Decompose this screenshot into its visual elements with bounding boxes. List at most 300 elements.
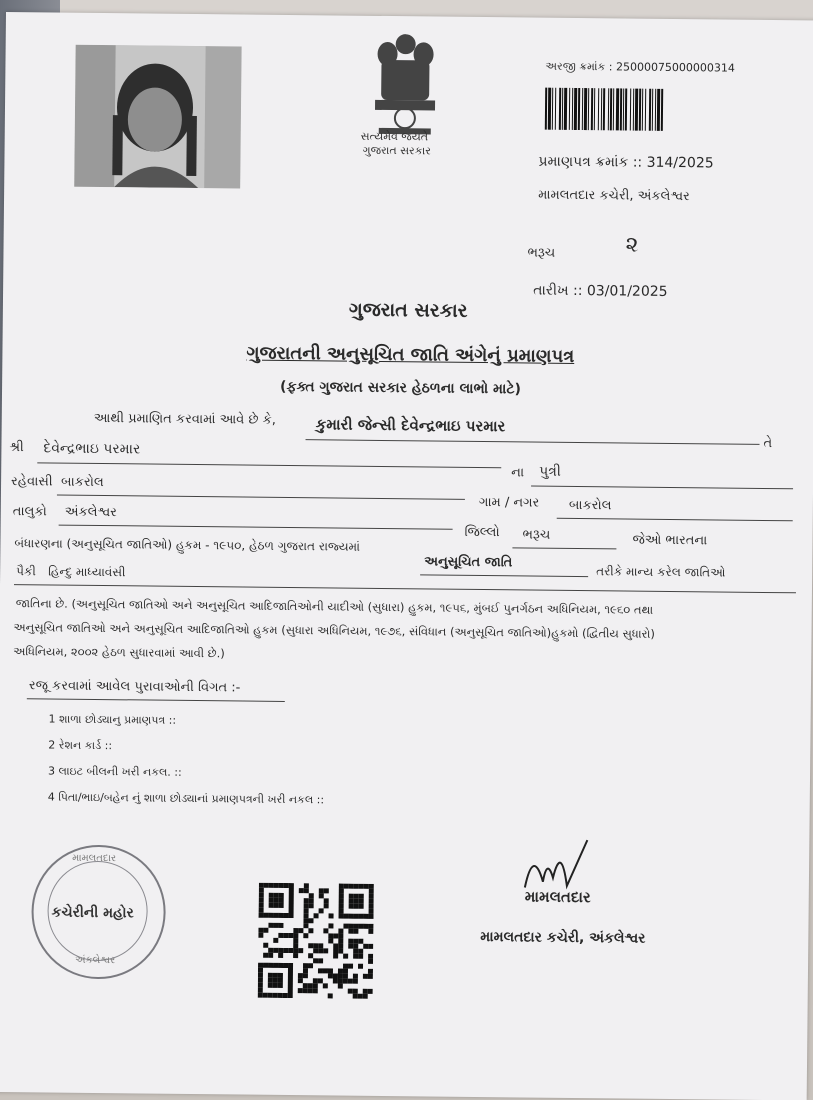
qr-module [353,974,358,979]
qr-module [368,924,373,929]
qr-module [268,923,273,928]
qr-module [273,993,278,998]
signatory-title: મામલતદાર [524,887,591,907]
qr-module [313,943,318,948]
qr-module [324,888,329,893]
qr-module [259,883,264,888]
qr-module [369,884,374,889]
qr-module [293,933,298,938]
qr-module [353,994,358,999]
qr-module [278,948,283,953]
qr-module [283,963,288,968]
qr-module [353,979,358,984]
qr-module [283,948,288,953]
qr-module [259,913,264,918]
qr-module [279,903,284,908]
qr-module [323,928,328,933]
qr-module [268,963,273,968]
qr-module [339,889,344,894]
qr-module [303,933,308,938]
evidence-item-1: 1 શાળા છોડ્યાનુ પ્રમાણપત્ર :: [48,712,177,727]
qr-module [289,908,294,913]
qr-module [354,894,359,899]
qr-module [268,983,273,988]
seal-center-text: કચેરીની મહોર [51,904,134,922]
qr-module [338,929,343,934]
qr-module [259,908,264,913]
qr-module [363,994,368,999]
qr-module [364,914,369,919]
qr-module [353,924,358,929]
qr-module [269,913,274,918]
qr-module [289,888,294,893]
qr-module [359,899,364,904]
qr-module [318,978,323,983]
qr-module [333,953,338,958]
qr-module [293,953,298,958]
qr-module [338,984,343,989]
qr-module [368,954,373,959]
qr-module [258,968,263,973]
qr-module [359,884,364,889]
qr-module [304,883,309,888]
qr-module [273,963,278,968]
resident-label: રહેવાસી [11,474,53,490]
caste-prefix: પૈકી [16,564,36,579]
qr-module [299,888,304,893]
qr-module [354,904,359,909]
qr-module [308,943,313,948]
certificate-heading: ગુજરાતની અનુસૂચિત જાતિ અંગેનું પ્રમાણપત્ર [246,342,575,367]
seal-ring-top: મામલતદાર [72,852,117,865]
qr-module [284,883,289,888]
qr-module [348,964,353,969]
qr-module [364,884,369,889]
qr-module [333,948,338,953]
resident-underline [57,495,465,500]
qr-module [358,924,363,929]
qr-module [324,903,329,908]
seal-ring-bottom: અંકલેશ્વર [75,954,116,967]
qr-module [348,944,353,949]
district-value: ભરૂચ [522,527,551,543]
qr-module [313,988,318,993]
qr-module [273,923,278,928]
qr-module [258,973,263,978]
qr-module [298,988,303,993]
place-label: ભરૂચ [527,245,556,261]
taluka-value: અંકલેશ્વર [64,504,117,521]
qr-module [289,903,294,908]
certificate-subheading: (ફક્ત ગુજરાત સરકાર હેઠળના લાભો માટે) [280,378,522,398]
qr-module [369,914,374,919]
qr-module [358,954,363,959]
qr-module [298,978,303,983]
qr-module [343,964,348,969]
qr-module [274,898,279,903]
qr-module [308,918,313,923]
qr-module [323,948,328,953]
qr-module [273,948,278,953]
holder-name: કુમારી જેન્સી દેવેન્દ્રભાઇ પરમાર [315,415,506,436]
certificate-number: પ્રમાણપત્ર ક્રમાંક :: 314/2025 [538,153,714,172]
emblem-motto: સત્યમેવ જયતે [360,129,429,144]
qr-module [288,968,293,973]
qr-module [308,928,313,933]
qr-module [259,893,264,898]
signatory-office: મામલતદાર કચેરી, અંકલેશ્વર [480,929,646,947]
qr-module [358,994,363,999]
qr-module [328,968,333,973]
qr-module [258,963,263,968]
qr-module [278,973,283,978]
qr-module [363,974,368,979]
qr-module [258,993,263,998]
qr-module [288,948,293,953]
qr-module [324,898,329,903]
qr-module [328,923,333,928]
qr-module [274,883,279,888]
qr-module [303,923,308,928]
qr-module [269,893,274,898]
qr-module [338,934,343,939]
qr-module [348,929,353,934]
qr-module [259,898,264,903]
qr-module [288,993,293,998]
qr-module [278,978,283,983]
qr-module [349,884,354,889]
qr-module [268,993,273,998]
qr-module [359,894,364,899]
qr-module [303,983,308,988]
qr-module [363,924,368,929]
qr-module [283,933,288,938]
na-label: ના [511,465,525,481]
qr-module [304,888,309,893]
qr-module [318,943,323,948]
government-title: ગુજરાત સરકાર [348,298,468,322]
qr-module [354,899,359,904]
qr-module [303,988,308,993]
qr-module [303,968,308,973]
qr-module [308,988,313,993]
qr-module [319,893,324,898]
district-label: જિલ્લો [464,524,500,541]
qr-module [353,944,358,949]
village-underline [557,518,793,521]
qr-module [358,964,363,969]
qr-module [278,983,283,988]
qr-module [353,939,358,944]
legal-para-line-3: અધિનિયમ, ૨૦૦૨ હેઠળ સુધારવામાં આવી છે.) [13,644,225,661]
qr-module [343,974,348,979]
qr-module [338,944,343,949]
evidence-heading-underline [27,698,285,702]
qr-module [304,903,309,908]
qr-module [258,978,263,983]
qr-module [329,913,334,918]
constitution-text: બંધારણના (અનુસૂચિત જાતિઓ) હુકમ - ૧૯૫૦, હેઠળ ગુજરાત રાજ્યમાં [14,536,361,554]
qr-module [278,953,283,958]
qr-module [333,933,338,938]
qr-module [273,973,278,978]
qr-module [288,978,293,983]
recognized-text: તરીકે માન્ય કરેલ જાતિઓ [596,564,726,580]
qr-module [369,894,374,899]
qr-module [258,933,263,938]
evidence-item-3: 3 લાઇટ બીલની ખરી નકલ. :: [47,764,182,779]
qr-module [273,983,278,988]
qr-module [338,949,343,954]
relation-value: પુત્રી [539,463,562,480]
certificate-page [0,12,813,1100]
taluka-label: તાલુકો [12,504,47,520]
qr-module [348,979,353,984]
qr-module [268,978,273,983]
qr-module [309,893,314,898]
qr-module [339,909,344,914]
qr-module [363,944,368,949]
relation-underline [531,486,793,490]
qr-module [338,979,343,984]
qr-module [359,914,364,919]
qr-module [279,883,284,888]
qr-module [333,973,338,978]
village-label: ગામ / નગર [478,494,540,511]
qr-module [328,933,333,938]
certify-text: આથી પ્રમાણિત કરવામાં આવે છે કે, [93,410,276,428]
village-value: બાકરોલ [568,497,612,514]
legal-para-line-1: જાતિના છે. (અનુસૂચિત જાતિઓ અને અનુસૂચિત આદિજાતિઓની યાદીઓ (સુધારા) હુકમ, ૧૯૫૬, મુંબઈ પુનર્ગઠન અધિનિયમ, ૧૯૬૦ તથા [15,596,654,617]
qr-module [288,973,293,978]
qr-module [313,978,318,983]
qr-module [304,908,309,913]
qr-module [368,944,373,949]
qr-module [349,894,354,899]
caste-value: હિન્દુ માધ્યાવંસી [48,564,126,580]
qr-module [354,914,359,919]
qr-module [333,943,338,948]
qr-module [353,954,358,959]
qr-module [293,928,298,933]
qr-module [338,939,343,944]
qr-module [304,898,309,903]
category-value: અનુસૂચિત જાતિ [424,554,513,571]
qr-module [264,883,269,888]
qr-module [293,943,298,948]
caste-underline [14,584,796,593]
qr-module [323,968,328,973]
qr-module [303,918,308,923]
qr-module [369,899,374,904]
qr-module [258,928,263,933]
qr-module [368,929,373,934]
qr-module [289,913,294,918]
qr-module [343,954,348,959]
qr-module [288,988,293,993]
qr-module [333,978,338,983]
qr-module [369,904,374,909]
qr-module [344,884,349,889]
qr-module [369,889,374,894]
india-text: જેઓ ભારતના [632,532,708,549]
qr-module [278,933,283,938]
qr-module [279,913,284,918]
qr-module [319,888,324,893]
qr-module [298,948,303,953]
evidence-item-2: 2 રેશન કાર્ડ :: [48,738,113,753]
qr-module [288,983,293,988]
qr-module [339,899,344,904]
qr-module [349,914,354,919]
qr-module [348,989,353,994]
qr-module [308,953,313,958]
qr-module [298,973,303,978]
qr-module [358,939,363,944]
legal-para-line-2: અનુસૂચિત જાતિઓ અને અનુસૂચિત આદિજાતિઓ હુકમ (સુધારા અધિનિયમ, ૧૯૭૬, સંવિધાન (અનુસૂચિત જાતિઓ)હુકમો (દ્વિતીય સુધારો) [13,620,655,641]
qr-module [368,974,373,979]
qr-module [308,963,313,968]
application-number: અરજી ક્રમાંક : 25000075000000314 [545,59,736,75]
qr-module [278,993,283,998]
qr-module [303,963,308,968]
issue-date: તારીખ :: 03/01/2025 [533,282,668,300]
te-label: તે [763,435,773,452]
qr-module [269,898,274,903]
holder-name-underline [306,439,760,445]
qr-module [278,963,283,968]
qr-module [328,938,333,943]
qr-module [259,888,264,893]
qr-module [274,903,279,908]
qr-module [313,948,318,953]
father-name: દેવેન્દ્રભાઇ પરમાર [43,440,141,458]
qr-module [343,924,348,929]
qr-module [274,913,279,918]
qr-module [368,969,373,974]
qr-module [269,883,274,888]
qr-module [348,924,353,929]
qr-module [363,989,368,994]
holder-photo [74,45,241,189]
district-underline [512,547,616,549]
qr-module [263,953,268,958]
qr-module [309,903,314,908]
qr-module [259,903,264,908]
qr-module [328,973,333,978]
qr-module [368,989,373,994]
qr-module [318,968,323,973]
qr-module [349,899,354,904]
qr-module [258,988,263,993]
qr-module [263,928,268,933]
qr-module [343,979,348,984]
qr-module [339,914,344,919]
qr-module [273,978,278,983]
qr-module [369,909,374,914]
qr-module [303,973,308,978]
office-seal [31,844,166,979]
qr-module [264,913,269,918]
barcode [545,88,781,132]
qr-module [318,948,323,953]
qr-module [323,983,328,988]
qr-module [339,904,344,909]
resident-value: બાકરોલ [61,474,104,491]
qr-module [353,929,358,934]
shri-label: શ્રી [9,440,24,456]
evidence-heading: રજૂ કરવામાં આવેલ પુરાવાઓની વિગત :- [28,678,241,696]
state-emblem [365,30,446,141]
qr-module [263,943,268,948]
handwritten-mark: ૨ [625,232,639,258]
qr-module [309,898,314,903]
qr-module [319,908,324,913]
qr-module [348,939,353,944]
qr-module [269,903,274,908]
qr-module [268,948,273,953]
qr-module [298,928,303,933]
qr-module [288,963,293,968]
qr-module [353,949,358,954]
qr-module [349,904,354,909]
qr-code [258,883,374,999]
qr-module [328,993,333,998]
qr-module [263,993,268,998]
qr-module [289,898,294,903]
qr-module [314,913,319,918]
barcode-bar [661,89,663,131]
qr-module [308,983,313,988]
father-name-underline [37,462,501,468]
qr-module [279,898,284,903]
qr-module [318,958,323,963]
evidence-item-4: 4 પિતા/ભાઇ/બહેન નું શાળા છોડ્યાનાં પ્રમાણપત્રની ખરી નકલ :: [47,790,325,807]
emblem-org: ગુજરાત સરકાર [362,143,431,158]
issuing-office: મામલતદાર કચેરી, અંકલેશ્વર [538,187,690,205]
qr-module [313,958,318,963]
qr-module [353,989,358,994]
qr-module [268,953,273,958]
qr-module [304,913,309,918]
qr-module [279,893,284,898]
qr-module [359,904,364,909]
qr-module [263,963,268,968]
qr-module [293,948,298,953]
qr-module [274,893,279,898]
qr-module [339,894,344,899]
qr-module [283,993,288,998]
qr-module [278,923,283,928]
category-underline [420,574,588,577]
qr-module [289,883,294,888]
qr-module [293,938,298,943]
qr-module [344,914,349,919]
qr-module [338,974,343,979]
qr-module [268,973,273,978]
qr-module [284,913,289,918]
qr-module [338,969,343,974]
qr-module [273,938,278,943]
qr-module [288,933,293,938]
qr-module [368,959,373,964]
taluka-underline [59,525,453,530]
qr-module [289,893,294,898]
qr-module [313,983,318,988]
qr-module [343,969,348,974]
qr-module [358,949,363,954]
qr-module [258,983,263,988]
